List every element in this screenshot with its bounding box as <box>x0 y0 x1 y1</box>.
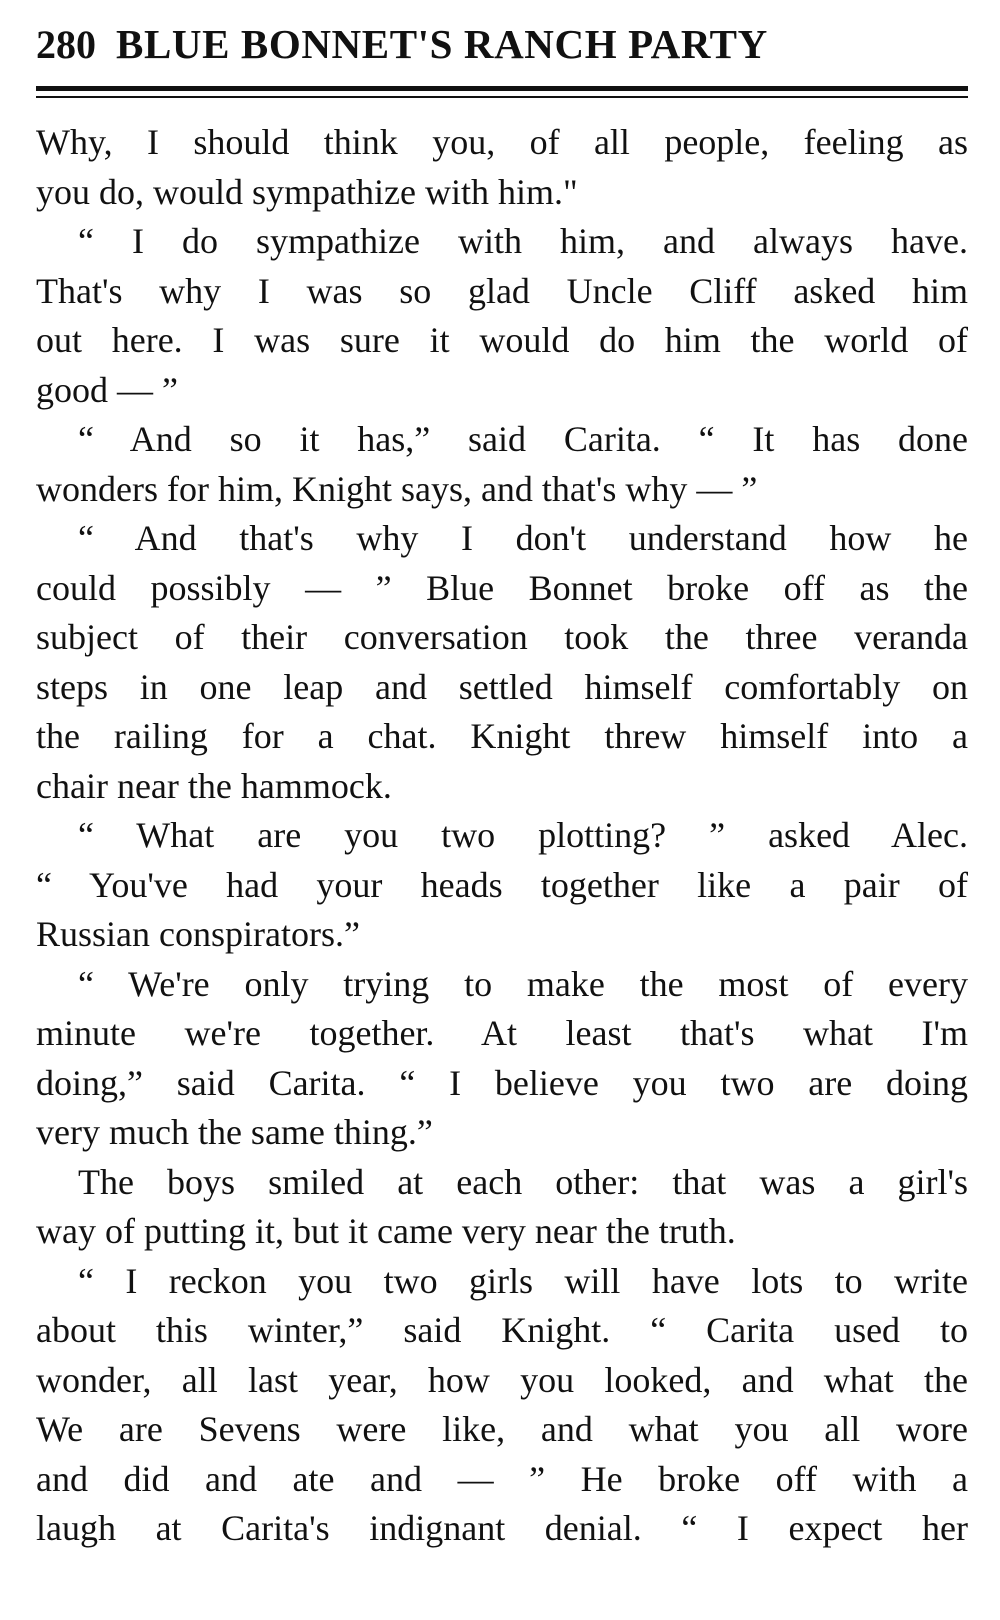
text-line: wonder, all last year, how you looked, and what the <box>36 1359 968 1400</box>
text-line: minute we're together. At least that's what I'm <box>36 1013 968 1053</box>
header-rule-thick <box>36 86 968 91</box>
text-line: “ What are you two plotting? ” asked Alec. <box>78 815 968 855</box>
text-line: “ And that's why I don't understand how he <box>78 518 968 558</box>
running-title: BLUE BONNET'S RANCH PARTY <box>116 21 768 67</box>
text-line: chair near the hammock. <box>36 765 392 806</box>
text-line: Russian conspirators.” <box>36 914 360 954</box>
text-line: We are Sevens were like, and what you all wore <box>36 1409 968 1449</box>
text-line: about this winter,” said Knight. “ Carita used to <box>36 1310 968 1350</box>
text-line: you do, would sympathize with him." <box>36 171 578 212</box>
text-line: laugh at Carita's indignant denial. “ I expect her <box>36 1508 968 1548</box>
text-line: and did and ate and — ” He broke off with a <box>36 1458 968 1499</box>
text-line: “ And so it has,” said Carita. “ It has done <box>78 419 968 459</box>
header-rule-thin <box>36 96 968 98</box>
text-line: good — ” <box>36 369 178 410</box>
text-line: steps in one leap and settled himself comfortably on <box>36 666 968 707</box>
text-line: “ I do sympathize with him, and always have. <box>78 221 968 261</box>
text-line: “ I reckon you two girls will have lots to write <box>78 1260 968 1301</box>
text-line: way of putting it, but it came very near the truth. <box>36 1211 736 1251</box>
page-number: 280 <box>36 22 96 67</box>
text-line: could possibly — ” Blue Bonnet broke off as the <box>36 567 968 608</box>
text-line: The boys smiled at each other: that was a girl's <box>78 1161 968 1202</box>
text-line: wonders for him, Knight says, and that's why — ” <box>36 468 758 509</box>
text-line: “ You've had your heads together like a pair of <box>36 864 968 905</box>
text-line: doing,” said Carita. “ I believe you two are doing <box>36 1062 968 1103</box>
text-line: Why, I should think you, of all people, feeling as <box>36 122 968 162</box>
text-line: the railing for a chat. Knight threw himself into a <box>36 716 968 756</box>
body-text <box>36 118 968 1554</box>
text-line: subject of their conversation took the three veranda <box>36 617 968 657</box>
text-line: out here. I was sure it would do him the world of <box>36 320 968 360</box>
text-line: “ We're only trying to make the most of every <box>78 963 968 1004</box>
text-line: very much the same thing.” <box>36 1112 433 1152</box>
text-line: That's why I was so glad Uncle Cliff asked him <box>36 270 968 311</box>
page-header <box>36 20 968 68</box>
